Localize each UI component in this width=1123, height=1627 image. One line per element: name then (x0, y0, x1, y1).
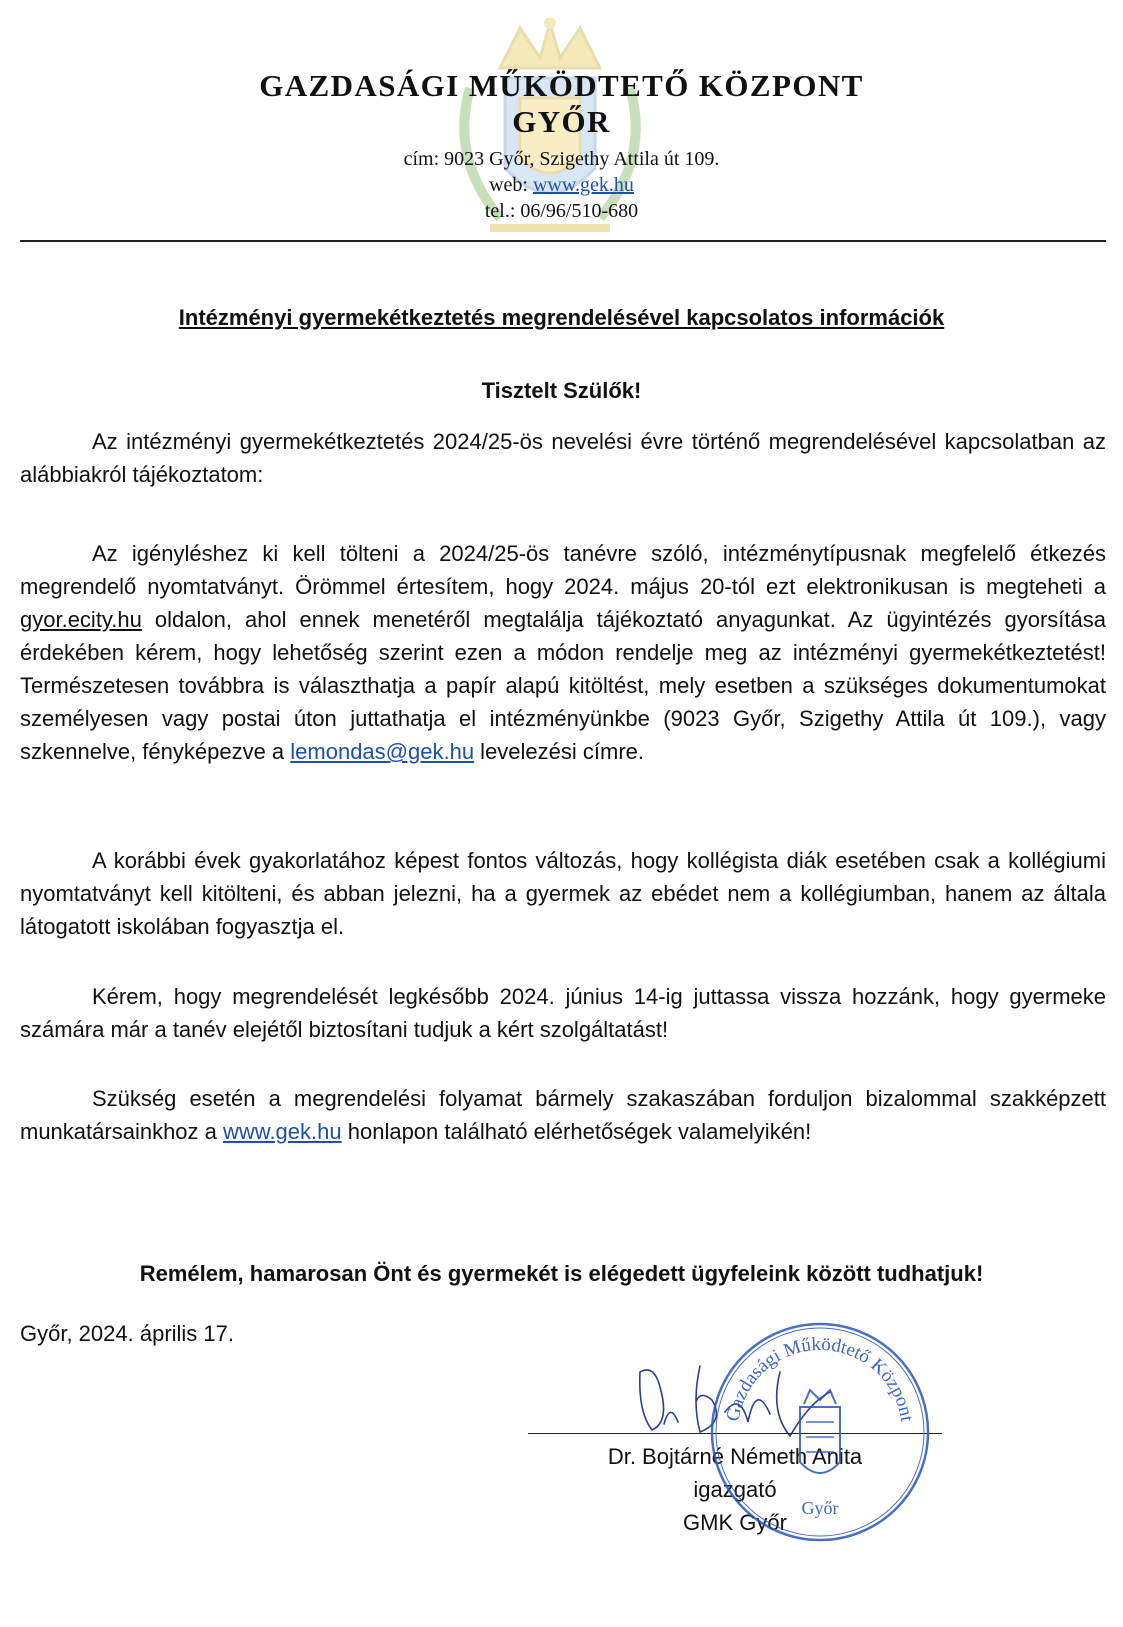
salutation: Tisztelt Szülők! (481, 378, 642, 403)
official-stamp (700, 1312, 940, 1552)
website-link-body[interactable]: www.gek.hu (223, 1119, 342, 1144)
document-title: Intézményi gyermekétkeztetés megrendelésével kapcsolatos információk (178, 305, 945, 330)
place-date: Győr, 2024. április 17. (20, 1321, 235, 1346)
address: cím: 9023 Győr, Szigethy Attila út 109. (403, 148, 720, 170)
organization-name: GAZDASÁGI MŰKÖDTETŐ KÖZPONT (259, 68, 864, 103)
paragraph-4: Kérem, hogy megrendelését legkésőbb 2024. június 14-ig juttassa vissza hozzánk, hogy gyermeke számára már a tanév elejétől biztosítani tudjuk a kért szolgáltatást! (20, 984, 1106, 1042)
stamp-text: Gazdasági Működtető Központ (722, 1333, 918, 1424)
web-label: web: (489, 174, 528, 196)
paragraph-5 (20, 1082, 1106, 1148)
paragraph-2 (20, 537, 1106, 768)
signer-role: igazgató (693, 1477, 777, 1502)
letterhead (0, 68, 1123, 224)
paragraph-2-text-b: oldalon, ahol ennek menetéről megtalálja tájékoztató anyagunkat. Az ügyintézés gyorsítása érdekében kérem, hogy lehetőség szerint ezen a módon rendelje meg az intézményi gyermekétkeztetést! Természetesen továbbra is választhatja a papír alapú kitöltést, mely esetben a szükséges dokumentumokat személyesen vagy postai úton juttathatja el intézményünkbe (9023 Győr, Szigethy Attila út 109.), vagy szkennelve, fényképezve a (20, 607, 1106, 764)
signer-name: Dr. Bojtárné Németh Anita (607, 1444, 863, 1469)
paragraph-2-text-a: Az igényléshez ki kell tölteni a 2024/25-ös tanévre szóló, intézménytípusnak megfelelő étkezés megrendelő nyomtatványt. Örömmel értesítem, hogy 2024. május 20-tól ezt elektronikusan is megteheti a (20, 541, 1106, 599)
paragraph-5-text-b: honlapon található elérhetőségek valamelyikén! (341, 1119, 812, 1144)
closing-sentence: Remélem, hamarosan Önt és gyermekét is elégedett ügyfeleink között tudhatjuk! (139, 1261, 984, 1286)
web-line (0, 172, 1123, 198)
stamp-city: Győr (801, 1498, 839, 1518)
email-link[interactable]: lemondas@gek.hu (290, 739, 475, 764)
organization-city: GYŐR (512, 104, 611, 139)
paragraph-3: A korábbi évek gyakorlatához képest fontos változás, hogy kollégista diák esetében csak a kollégiumi nyomtatványt kell kitölteni, és abban jelezni, ha a gyermek az ebédet nem a kollégiumban, hanem az általa látogatott iskolában fogyasztja el. (20, 848, 1106, 939)
header-divider (20, 240, 1106, 242)
phone: tel.: 06/96/510-680 (484, 200, 639, 222)
ecity-link[interactable]: gyor.ecity.hu (20, 607, 142, 632)
paragraph-1: Az intézményi gyermekétkeztetés 2024/25-ös nevelési évre történő megrendelésével kapcsolatban az alábbiakról tájékoztatom: (20, 429, 1106, 487)
paragraph-2-text-c: levelezési címre. (474, 739, 645, 764)
signer-org: GMK Győr (683, 1510, 787, 1535)
website-link[interactable]: www.gek.hu (532, 174, 634, 196)
paragraph-5-text-a: Szükség esetén a megrendelési folyamat bármely szakaszában forduljon bizalommal szakképzett munkatársainkhoz a (20, 1086, 1106, 1144)
